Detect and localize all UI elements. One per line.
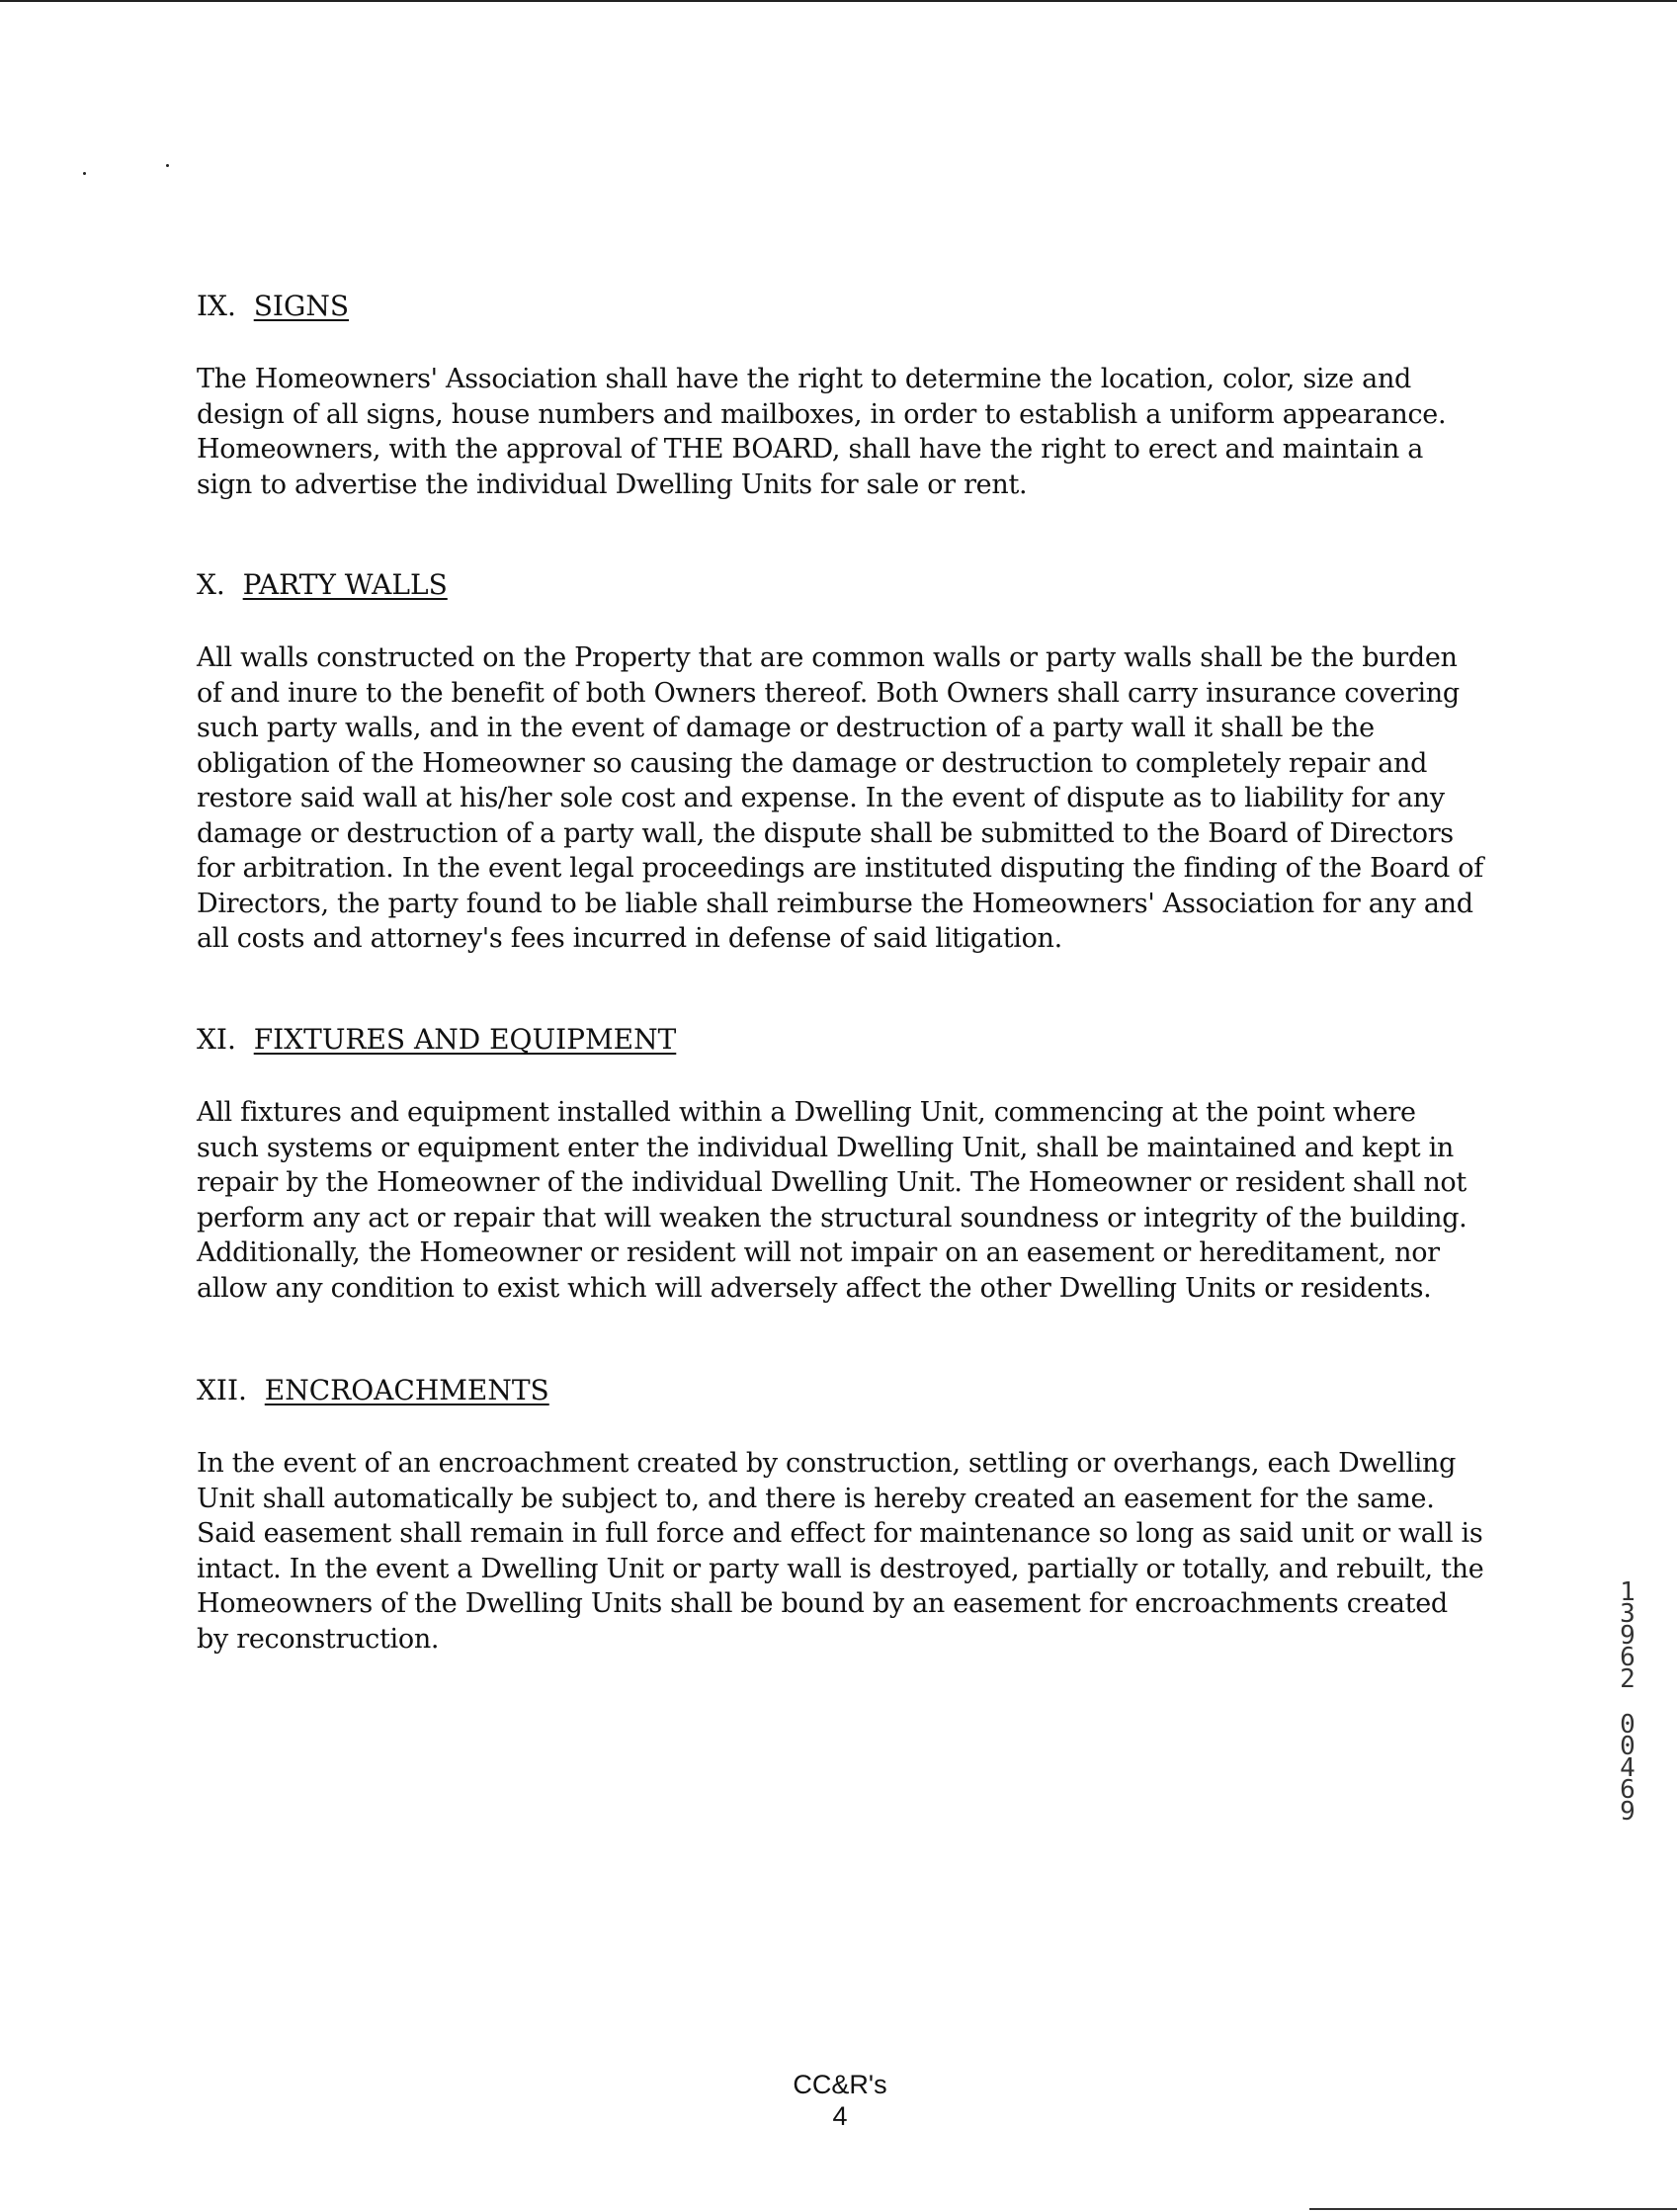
section-party-walls [197, 567, 1491, 957]
stamp-book-number [1613, 1577, 1642, 1694]
text-line: obligation of the Homeowner so causing the damage or destruction to completely repair and [197, 747, 1428, 779]
text-line: sign to advertise the individual Dwelling Units for sale or rent. [197, 468, 1028, 500]
section-body [197, 1095, 1491, 1306]
text-line: of and inure to the benefit of both Owners thereof. Both Owners shall carry insurance covering [197, 677, 1460, 709]
text-line: perform any act or repair that will weaken the structural soundness or integrity of the building. [197, 1202, 1467, 1234]
section-number: XII. [197, 1374, 247, 1406]
section-title: ENCROACHMENTS [264, 1374, 549, 1406]
section-heading [197, 1022, 1491, 1058]
scan-speck [83, 172, 86, 175]
text-line: All fixtures and equipment installed within a Dwelling Unit, commencing at the point where [197, 1097, 1416, 1128]
section-body [197, 1446, 1491, 1657]
footer-document-name: CC&R's [793, 2070, 887, 2099]
section-body [197, 362, 1491, 502]
text-line: Unit shall automatically be subject to, and there is hereby created an easement for the same. [197, 1483, 1435, 1514]
stamp-digit: 3 [1620, 1599, 1635, 1629]
section-heading [197, 567, 1491, 603]
section-signs [197, 289, 1491, 502]
text-line: such party walls, and in the event of damage or destruction of a party wall it shall be the [197, 713, 1375, 743]
stamp-digit: 0 [1620, 1732, 1635, 1761]
text-line: All walls constructed on the Property that are common walls or party walls shall be the burden [197, 642, 1458, 673]
text-line: intact. In the event a Dwelling Unit or party wall is destroyed, partially or totally, and rebuilt, the [197, 1553, 1484, 1584]
text-line: Additionally, the Homeowner or resident will not impair on an easement or hereditament, nor [197, 1237, 1440, 1268]
text-line: Homeowners, with the approval of THE BOARD, shall have the right to erect and maintain a [197, 434, 1424, 465]
section-number: IX. [197, 290, 236, 322]
text-line: The Homeowners' Association shall have the right to determine the location, color, size and [197, 364, 1412, 394]
section-title: SIGNS [253, 290, 350, 322]
section-heading [197, 1373, 1491, 1408]
text-line: damage or destruction of a party wall, the dispute shall be submitted to the Board of Directors [197, 817, 1454, 849]
bottom-scan-rule [1309, 2208, 1677, 2210]
text-line: by reconstruction. [197, 1623, 440, 1655]
text-line: Homeowners of the Dwelling Units shall be bound by an easement for encroachments created [197, 1588, 1448, 1619]
section-title: PARTY WALLS [242, 568, 448, 601]
stamp-digit: 9 [1620, 1621, 1635, 1651]
stamp-digit: 2 [1620, 1664, 1635, 1694]
top-scan-rule [0, 0, 1677, 2]
text-line: design of all signs, house numbers and mailboxes, in order to establish a uniform appearance. [197, 398, 1447, 430]
section-body [197, 640, 1491, 957]
text-line: for arbitration. In the event legal proceedings are instituted disputing the finding of the Board of [197, 853, 1483, 884]
stamp-page-number [1613, 1710, 1642, 1827]
section-encroachments [197, 1373, 1491, 1657]
stamp-digit: 9 [1620, 1797, 1635, 1827]
stamp-digit: 0 [1620, 1710, 1635, 1740]
text-line: Directors, the party found to be liable shall reimburse the Homeowners' Association for any and [197, 888, 1473, 919]
stamp-digit: 4 [1620, 1753, 1635, 1783]
text-line: such systems or equipment enter the individual Dwelling Unit, shall be maintained and kept in [197, 1132, 1455, 1163]
recording-stamp [1613, 1577, 1642, 1827]
stamp-digit: 6 [1620, 1775, 1635, 1805]
section-title: FIXTURES AND EQUIPMENT [253, 1023, 677, 1056]
section-number: X. [197, 568, 225, 601]
section-heading [197, 289, 1491, 324]
section-number: XI. [197, 1023, 236, 1056]
text-line: repair by the Homeowner of the individual Dwelling Unit. The Homeowner or resident shall not [197, 1167, 1467, 1198]
scan-speck [166, 164, 169, 167]
section-fixtures-and-equipment [197, 1022, 1491, 1306]
text-line: allow any condition to exist which will adversely affect the other Dwelling Units or residents. [197, 1272, 1432, 1304]
footer-page-number: 4 [832, 2101, 848, 2131]
stamp-digit: 1 [1620, 1577, 1635, 1607]
text-line: In the event of an encroachment created by construction, settling or overhangs, each Dwelling [197, 1448, 1457, 1479]
text-line: all costs and attorney's fees incurred in defense of said litigation. [197, 923, 1062, 954]
page-footer [741, 2069, 939, 2132]
text-line: Said easement shall remain in full force and effect for maintenance so long as said unit or wall is [197, 1518, 1483, 1549]
text-line: restore said wall at his/her sole cost and expense. In the event of dispute as to liability for any [197, 783, 1445, 813]
stamp-digit: 6 [1620, 1643, 1635, 1672]
